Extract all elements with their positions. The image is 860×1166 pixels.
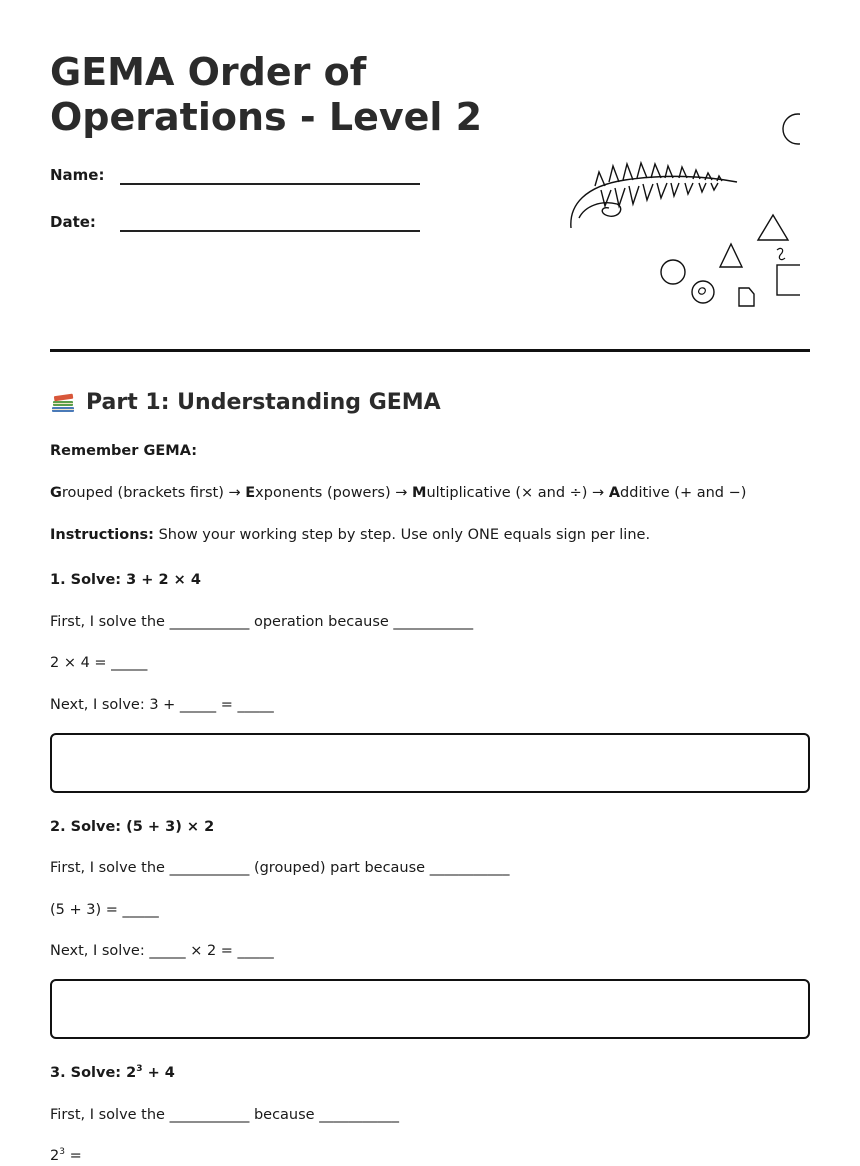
triangle-small-icon [720, 244, 742, 267]
question-2-line-3: Next, I solve: _____ × 2 = _____ [50, 943, 274, 959]
part1-heading-text: Part 1: Understanding GEMA [86, 389, 441, 415]
document-shape-icon [739, 288, 754, 306]
gema-a-letter: A [608, 485, 621, 501]
question-3-line-2 [50, 1146, 82, 1166]
header-divider [50, 349, 810, 352]
fern-shapes-illustration [565, 110, 800, 310]
gema-g-letter: G [50, 485, 62, 501]
question-3-title [50, 1063, 175, 1083]
circle-spiral-icon [692, 281, 714, 303]
gema-g-text: rouped (brackets first) → [61, 485, 246, 501]
square-outline-icon [777, 265, 800, 295]
question-3-line-2-exponent: 3 [59, 1147, 65, 1158]
page-title: GEMA Order of Operations - Level 2 [50, 50, 483, 139]
remember-gema-label: Remember GEMA: [50, 443, 197, 459]
instructions-text: Show your working step by step. Use only ONE equals sign per line. [153, 527, 651, 543]
instructions [50, 525, 650, 545]
gema-a-text: dditive (+ and −) [620, 485, 747, 501]
gema-m-text: ultiplicative (× and ÷) → [426, 485, 609, 501]
date-line[interactable] [120, 230, 420, 232]
gema-explanation [50, 483, 746, 503]
gema-e-text: xponents (powers) → [255, 485, 413, 501]
question-3-title-exponent: 3 [136, 1064, 143, 1075]
instructions-label: Instructions: [50, 527, 154, 543]
fern-icon [571, 163, 737, 228]
name-line[interactable] [120, 183, 420, 185]
question-3-line-2-rest: = [64, 1148, 82, 1164]
question-3-line-1: First, I solve the ___________ because ___________ [50, 1107, 399, 1123]
question-1-line-2: 2 × 4 = _____ [50, 655, 148, 671]
gema-m-letter: M [412, 485, 427, 501]
question-2-title: 2. Solve: (5 + 3) × 2 [50, 819, 215, 835]
circle-medium-icon [661, 260, 685, 284]
triangle-shape-icon [758, 215, 788, 240]
date-label: Date: [50, 213, 96, 231]
question-2-line-1: First, I solve the ___________ (grouped) part because ___________ [50, 860, 510, 876]
question-2-line-2: (5 + 3) = _____ [50, 902, 159, 918]
question-3-title-rest: + 4 [142, 1065, 175, 1081]
question-1-answer-box[interactable] [50, 733, 810, 793]
part1-heading [50, 389, 441, 415]
name-label: Name: [50, 166, 105, 184]
question-1-line-1: First, I solve the ___________ operation because ___________ [50, 614, 474, 630]
question-1-line-3: Next, I solve: 3 + _____ = _____ [50, 697, 274, 713]
question-1-title: 1. Solve: 3 + 2 × 4 [50, 572, 201, 588]
question-3-title-base: 3. Solve: 2 [50, 1065, 137, 1081]
gema-e-letter: E [245, 485, 256, 501]
circle-shape-icon [783, 114, 800, 144]
question-3-line-2-base: 2 [50, 1148, 60, 1164]
books-icon [50, 389, 76, 415]
question-2-answer-box[interactable] [50, 979, 810, 1039]
